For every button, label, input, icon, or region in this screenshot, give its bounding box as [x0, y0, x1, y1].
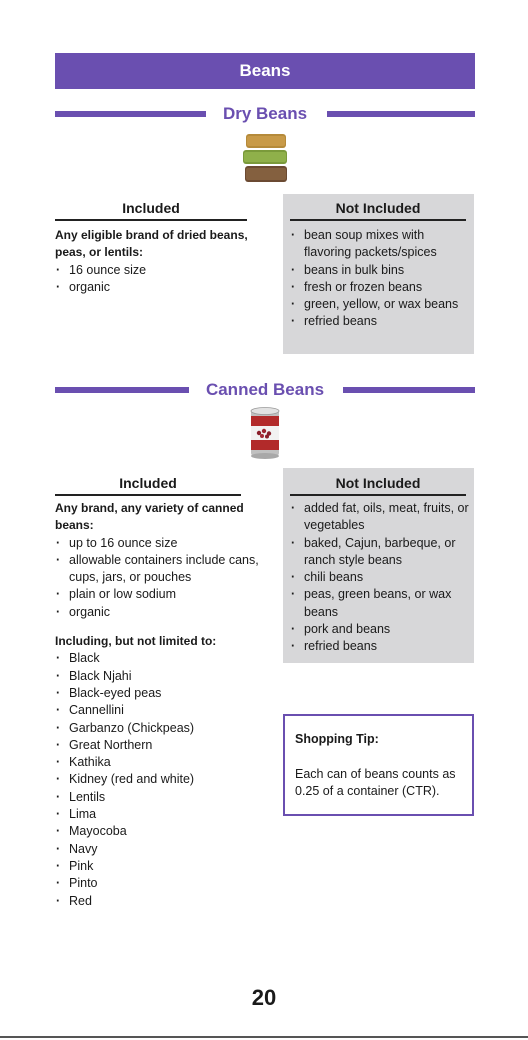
dry-not-included-list [290, 227, 468, 331]
list-item: · organic [55, 279, 255, 296]
list-item: · beans in bulk bins [290, 262, 468, 279]
list-item: · green, yellow, or wax beans [290, 296, 468, 313]
list-item: · plain or low sodium [55, 586, 265, 603]
banner-title: Beans [239, 61, 291, 80]
list-item: · chili beans [290, 569, 470, 586]
list-item: · Kathika [55, 754, 265, 771]
list-item: · allowable containers include cans, cups, jars, or pouches [55, 552, 265, 587]
list-item: · pork and beans [290, 621, 470, 638]
canned-not-included-list [290, 500, 470, 656]
list-item: · Black Njahi [55, 668, 265, 685]
list-item: · Lima [55, 806, 265, 823]
list-item: · Garbanzo (Chickpeas) [55, 720, 265, 737]
list-item: · 16 ounce size [55, 262, 255, 279]
dry-not-included-content [290, 227, 468, 331]
list-item: · Pinto [55, 875, 265, 892]
list-item: · bean soup mixes with flavoring packets/spices [290, 227, 468, 262]
canned-included-label: Any brand, any variety of canned beans: [55, 501, 244, 533]
dry-included-list [55, 262, 255, 297]
page-bottom-divider [0, 1036, 528, 1038]
canned-beans-heading [55, 379, 475, 401]
canned-included-content [55, 500, 265, 910]
list-item: · refried beans [290, 313, 468, 330]
list-item: · organic [55, 604, 265, 621]
list-item: · Pink [55, 858, 265, 875]
list-item: · Kidney (red and white) [55, 771, 265, 788]
list-item: · added fat, oils, meat, fruits, or vegetables [290, 500, 470, 535]
list-item: · Great Northern [55, 737, 265, 754]
canned-beans-icon [248, 406, 282, 460]
page-number: 20 [251, 985, 277, 1010]
list-item: · Cannellini [55, 702, 265, 719]
dry-beans-heading [55, 103, 475, 125]
dry-included-label: Any eligible brand of dried beans, peas, or lentils: [55, 228, 248, 260]
list-item: · Black [55, 650, 265, 667]
dry-beans-bags-icon [240, 133, 292, 185]
shopping-tip-box [283, 714, 474, 816]
list-item: · Red [55, 893, 265, 910]
list-item: · Mayocoba [55, 823, 265, 840]
list-item: · up to 16 ounce size [55, 535, 265, 552]
dry-included-heading: Included [55, 200, 247, 221]
including-label: Including, but not limited to: [55, 634, 217, 649]
shopping-tip-body: Each can of beans counts as 0.25 of a container (CTR). [295, 767, 456, 798]
list-item: · peas, green beans, or wax beans [290, 586, 470, 621]
canned-not-included-content [290, 500, 470, 656]
shopping-tip-title: Shopping Tip: [295, 732, 379, 746]
canned-included-list [55, 535, 265, 621]
list-item: · fresh or frozen beans [290, 279, 468, 296]
dry-not-included-heading: Not Included [290, 200, 466, 221]
bean-varieties-list [55, 650, 265, 909]
list-item: · Lentils [55, 789, 265, 806]
canned-beans-title: Canned Beans [205, 380, 325, 399]
dry-beans-title: Dry Beans [222, 104, 308, 123]
list-item: · baked, Cajun, barbeque, or ranch style beans [290, 535, 470, 570]
list-item: · Navy [55, 841, 265, 858]
list-item: · refried beans [290, 638, 470, 655]
canned-included-heading: Included [55, 475, 241, 496]
page-banner [55, 53, 475, 89]
canned-not-included-heading: Not Included [290, 475, 466, 496]
list-item: · Black-eyed peas [55, 685, 265, 702]
dry-included-content [55, 227, 255, 296]
